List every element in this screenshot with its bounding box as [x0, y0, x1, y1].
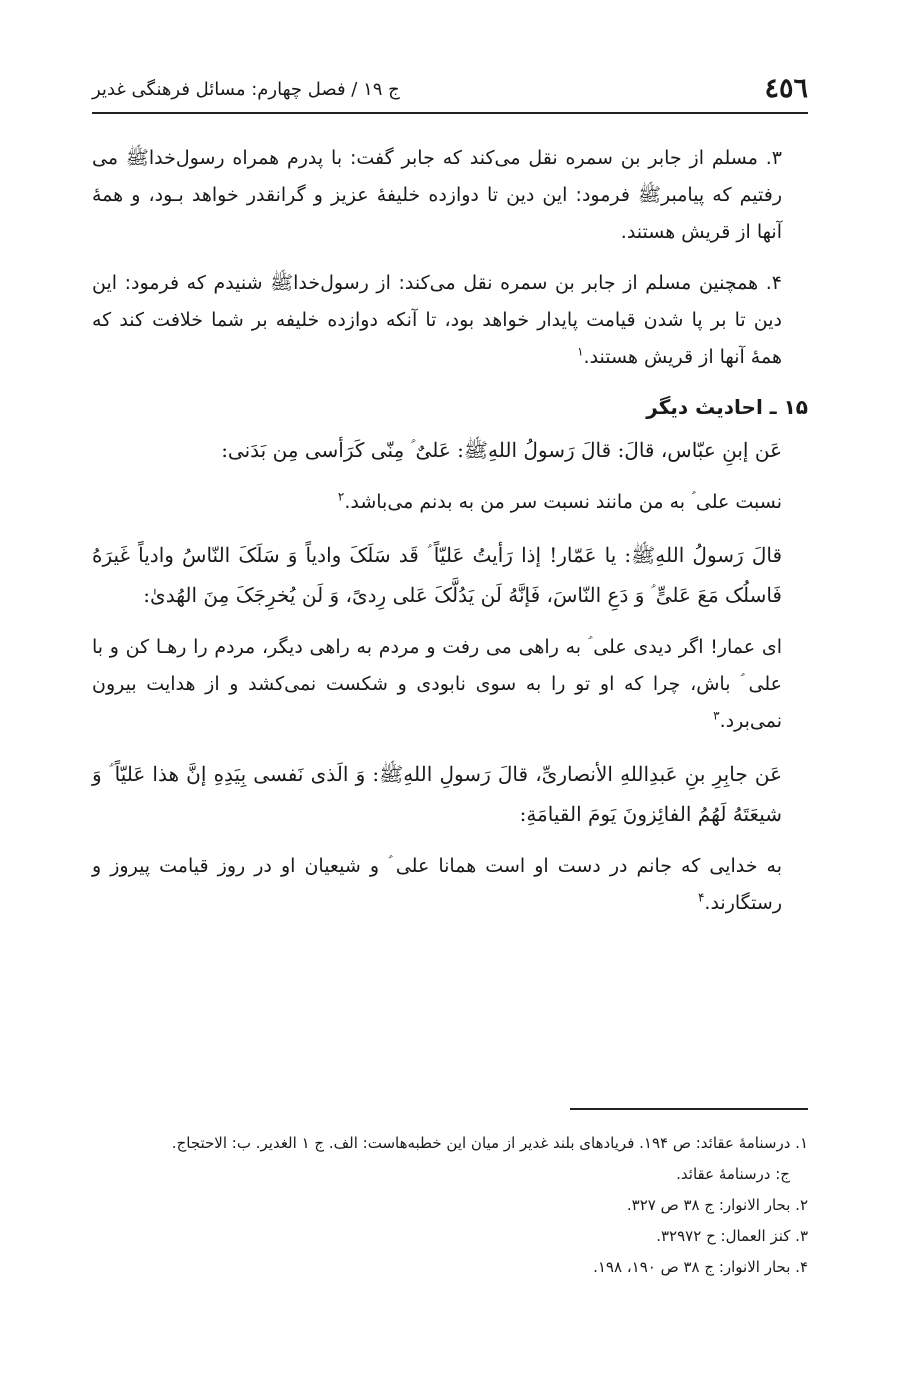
footnote-divider [570, 1108, 808, 1110]
hadith-2-translation [92, 629, 808, 740]
hadith-1-translation [92, 484, 808, 521]
page-body [92, 140, 808, 936]
hadith-2-translation-text: ای عمار! اگر دیدی علی ؑ به راهی می رفت و مردم به راهی دیگر، مردم را رهـا کن و با علی ؑ باش، چرا که او تو را به سوی نابودی و شکست نمی‌کشد و از هدایت بیرون نمی‌برد. [92, 636, 782, 732]
footnotes [92, 1128, 808, 1283]
footnote-ref-4[interactable]: ۴ [697, 890, 705, 905]
paragraph-3 [92, 140, 808, 251]
footnote-3: ۳. کنز العمال: ح ۳۲۹۷۲. [656, 1227, 808, 1245]
section-heading: ۱۵ ـ احادیث دیگر [646, 395, 808, 419]
running-title: ج ۱۹ / فصل چهارم: مسائل فرهنگی غدیر [92, 79, 400, 100]
hadith-3-translation [92, 848, 808, 922]
footnote-4: ۴. بحار الانوار: ج ۳۸ ص ۱۹۰، ۱۹۸. [593, 1258, 808, 1276]
footnote-1: ۱. درسنامهٔ عقائد: ص ۱۹۴. فریادهای بلند غدیر از میان این خطبه‌هاست: الف. ج ۱ الغدیر. ب: الاحتجاج. [171, 1134, 808, 1152]
footnote-ref-1[interactable]: ۱ [577, 344, 584, 359]
paragraph-4 [92, 265, 808, 376]
hadith-1-arabic: عَن إبنِ عبّاس، قالَ: قالَ رَسولُ اللهِﷺ: عَلیٌ ؑ مِنّی کَرَأسی مِن بَدَنی: [221, 438, 782, 462]
page-header [92, 72, 808, 114]
footnote-2: ۲. بحار الانوار: ج ۳۸ ص ۳۲۷. [626, 1196, 808, 1214]
hadith-1-translation-text: نسبت علی ؑ به من مانند نسبت سر من به بدنم می‌باشد. [344, 491, 782, 513]
paragraph-3-text: ۳. مسلم از جابر بن سمره نقل می‌کند که جابر گفت: با پدرم همراه رسول‌خداﷺ می رفتیم که پیامبرﷺ فرمود: این دین تا دوازده خلیفهٔ عزیز و گرانقدر خواهد بـود، و همهٔ آنها از قریش هستند. [92, 147, 782, 243]
page-number: ٤٥٦ [764, 73, 808, 104]
paragraph-4-text: ۴. همچنین مسلم از جابر بن سمره نقل می‌کند: از رسول‌خداﷺ شنیدم که فرمود: این دین تا بر پا شدن قیامت پایدار خواهد بود، تا آنکه دوازده خلیفه بر شما خلافت کند که همهٔ آنها از قریش هستند. [92, 272, 782, 368]
hadith-2-arabic: قالَ رَسولُ اللهِﷺ: یا عَمّار! إذا رَأیتُ عَلیّاً ؑ قَد سَلَکَ وادیاً وَ سَلَکَ النّاسُ وادیاً غَیرَهُ فَاسلُک مَعَ عَلیٍّ ؑ وَ دَعِ النّاسَ، فَإنَّهُ لَن یَدُلَّکَ عَلی رِدیً، وَ لَن یُخرِجَکَ مِنَ الهُدیٰ: [92, 543, 782, 607]
hadith-3-arabic: عَن جابِرِ بنِ عَبدِاللهِ الأنصاریِّ، قالَ رَسولِ اللهِﷺ: وَ الَذی نَفسی بِیَدِهِ إنَّ هذا عَلیّاً ؑ وَ شیعَتَهُ لَهُمُ الفائِزونَ یَومَ القیامَةِ: [92, 762, 782, 826]
hadith-3-translation-text: به خدایی که جانم در دست او است همانا علی ؑ و شیعیان او در روز قیامت پیروز و رستگارند. [92, 855, 782, 914]
footnote-ref-2[interactable]: ۲ [337, 489, 345, 504]
footnote-1-continued: ج: درسنامهٔ عقائد. [676, 1165, 790, 1183]
footnote-ref-3[interactable]: ۳ [713, 708, 720, 723]
